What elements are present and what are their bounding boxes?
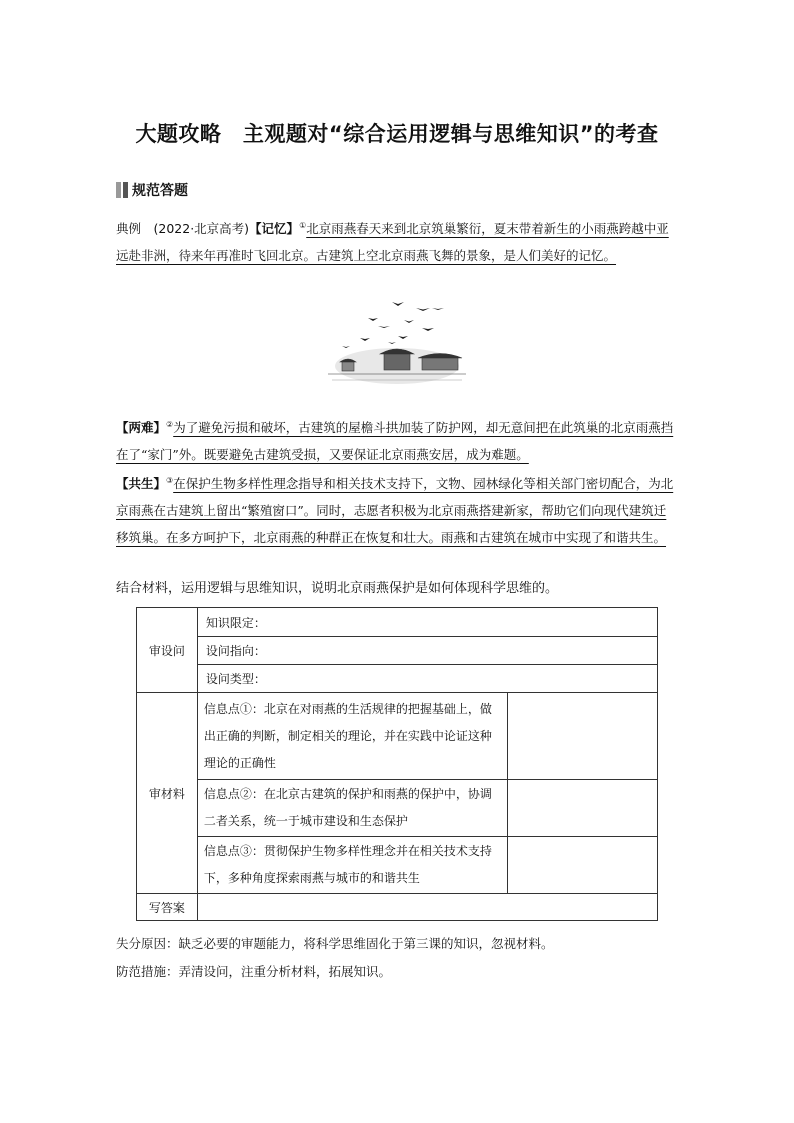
question-type: 设问类型： bbox=[197, 665, 657, 693]
loss-reason-text: 缺乏必要的审题能力，将科学思维固化于第三课的知识，忽视材料。 bbox=[178, 936, 554, 951]
info-point-3: 信息点③：贯彻保护生物多样性理念并在相关技术支持下，多种角度探索雨燕与城市的和谐共生 bbox=[197, 837, 508, 894]
question-direction: 设问指向： bbox=[197, 637, 657, 665]
row-label-material: 审材料 bbox=[137, 693, 198, 894]
tag-dilemma: 【两难】 bbox=[116, 420, 167, 436]
prevention-text: 弄清设问，注重分析材料，拓展知识。 bbox=[178, 964, 392, 979]
loss-reason-label: 失分原因： bbox=[116, 936, 179, 951]
row-label-answer: 写答案 bbox=[137, 894, 198, 921]
section-label: 规范答题 bbox=[132, 183, 188, 199]
marker-2: ② bbox=[166, 420, 174, 429]
question-text: 结合材料，运用逻辑与思维知识，说明北京雨燕保护是如何体现科学思维的。 bbox=[116, 581, 559, 596]
text-memory: 北京雨燕春天来到北京筑巢繁衍，夏末带着新生的小雨燕跨越中亚远赴非洲，待来年再准时飞回北京。古建筑上空北京雨燕飞舞的景象，是人们美好的记忆。 bbox=[116, 221, 669, 264]
answer-cell bbox=[197, 894, 657, 921]
example-paragraph-dilemma bbox=[116, 411, 678, 468]
loss-reason bbox=[116, 934, 554, 954]
knowledge-limit: 知识限定： bbox=[197, 608, 657, 637]
prevention-measures bbox=[116, 962, 391, 982]
page-title: 大题攻略 主观题对“综合运用逻辑与思维知识”的考查 bbox=[135, 122, 659, 146]
info-point-2: 信息点②：在北京古建筑的保护和雨燕的保护中，协调二者关系，统一于城市建设和生态保护 bbox=[197, 780, 508, 837]
swift-and-building-illustration bbox=[320, 294, 474, 394]
prevention-label: 防范措施： bbox=[116, 964, 179, 979]
example-prefix: 典例 (2022·北京高考) bbox=[116, 221, 250, 237]
tag-memory: 【记忆】 bbox=[249, 221, 300, 237]
info-point-1-answer bbox=[508, 693, 658, 780]
tag-coexist: 【共生】 bbox=[116, 476, 167, 492]
text-dilemma: 为了避免污损和破坏，古建筑的屋檐斗拱加装了防护网，却无意间把在此筑巢的北京雨燕挡在了“家门”外。既要避免古建筑受损，又要保证北京雨燕安居，成为难题。 bbox=[116, 420, 674, 463]
example-paragraph-coexist bbox=[116, 467, 678, 551]
answer-analysis-table bbox=[136, 607, 658, 921]
text-coexist: 在保护生物多样性理念指导和相关技术支持下，文物、园林绿化等相关部门密切配合，为北京雨燕在古建筑上留出“繁殖窗口”。同时，志愿者积极为北京雨燕搭建新家，帮助它们向现代建筑迁移筑巢。在多方呵护下，北京雨燕的种群正在恢复和壮大。雨燕和古建筑在城市中实现了和谐共生。 bbox=[116, 476, 674, 546]
section-heading bbox=[116, 180, 188, 200]
row-label-question: 审设问 bbox=[137, 608, 198, 693]
marker-3: ③ bbox=[166, 476, 174, 485]
example-paragraph-memory bbox=[116, 212, 678, 269]
info-point-2-answer bbox=[508, 780, 658, 837]
marker-1: ① bbox=[299, 221, 307, 230]
heading-bars-icon bbox=[116, 182, 128, 198]
info-point-1: 信息点①：北京在对雨燕的生活规律的把握基础上，做出正确的判断，制定相关的理论，并在实践中论证这种理论的正确性 bbox=[197, 693, 508, 780]
info-point-3-answer bbox=[508, 837, 658, 894]
